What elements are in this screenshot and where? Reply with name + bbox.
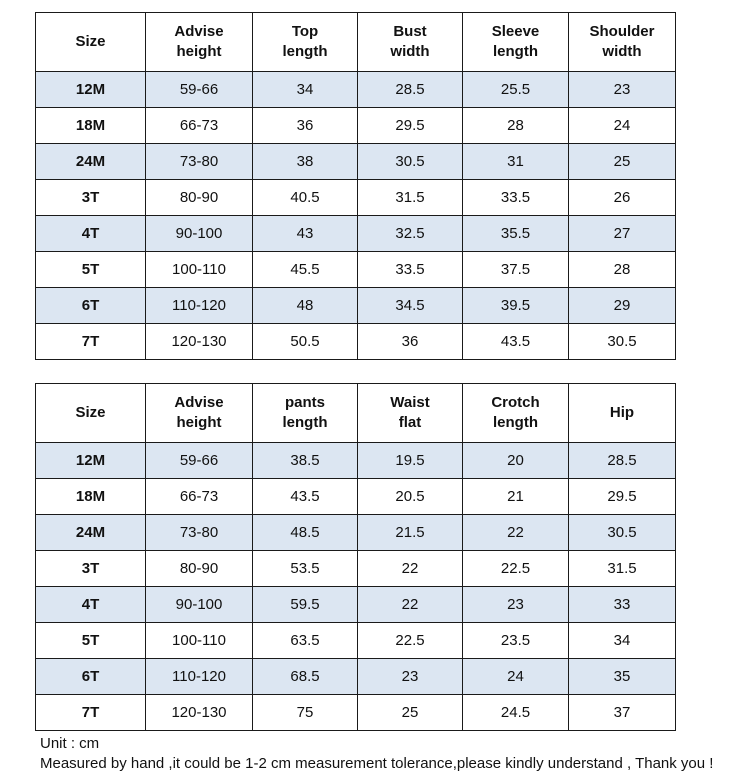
table-row	[36, 659, 676, 695]
value-cell: 38.5	[253, 443, 358, 479]
table-row	[36, 288, 676, 324]
value-cell: 37	[569, 695, 676, 731]
size-cell: 3T	[36, 551, 146, 587]
value-cell: 90-100	[146, 216, 253, 252]
value-cell: 22	[358, 551, 463, 587]
value-cell: 20.5	[358, 479, 463, 515]
value-cell: 28.5	[358, 72, 463, 108]
size-cell: 7T	[36, 324, 146, 360]
value-cell: 29	[569, 288, 676, 324]
column-header: Sleeve length	[463, 13, 569, 72]
value-cell: 90-100	[146, 587, 253, 623]
value-cell: 33	[569, 587, 676, 623]
size-cell: 6T	[36, 659, 146, 695]
table-header-row	[36, 13, 676, 72]
column-header: Hip	[569, 384, 676, 443]
size-cell: 6T	[36, 288, 146, 324]
table-row	[36, 144, 676, 180]
value-cell: 21.5	[358, 515, 463, 551]
column-header: Size	[36, 13, 146, 72]
value-cell: 39.5	[463, 288, 569, 324]
unit-note: Unit : cm	[40, 735, 100, 752]
value-cell: 24	[569, 108, 676, 144]
value-cell: 50.5	[253, 324, 358, 360]
top-size-table	[35, 12, 676, 360]
value-cell: 28	[463, 108, 569, 144]
size-cell: 18M	[36, 479, 146, 515]
size-cell: 18M	[36, 108, 146, 144]
value-cell: 68.5	[253, 659, 358, 695]
value-cell: 24	[463, 659, 569, 695]
value-cell: 28.5	[569, 443, 676, 479]
table-row	[36, 252, 676, 288]
value-cell: 22.5	[358, 623, 463, 659]
column-header: Shoulder width	[569, 13, 676, 72]
column-header: pants length	[253, 384, 358, 443]
table-row	[36, 180, 676, 216]
value-cell: 33.5	[358, 252, 463, 288]
value-cell: 30.5	[569, 324, 676, 360]
size-cell: 4T	[36, 216, 146, 252]
column-header: Size	[36, 384, 146, 443]
table-row	[36, 72, 676, 108]
value-cell: 48	[253, 288, 358, 324]
value-cell: 66-73	[146, 479, 253, 515]
measurement-disclaimer: Measured by hand ,it could be 1-2 cm measurement tolerance,please kindly understand , Thank you !	[40, 755, 714, 772]
value-cell: 36	[253, 108, 358, 144]
value-cell: 23	[569, 72, 676, 108]
table-row	[36, 216, 676, 252]
value-cell: 38	[253, 144, 358, 180]
value-cell: 80-90	[146, 180, 253, 216]
table-row	[36, 695, 676, 731]
value-cell: 25.5	[463, 72, 569, 108]
value-cell: 66-73	[146, 108, 253, 144]
column-header: Crotch length	[463, 384, 569, 443]
table-row	[36, 587, 676, 623]
table-row	[36, 479, 676, 515]
size-cell: 5T	[36, 252, 146, 288]
column-header: Advise height	[146, 384, 253, 443]
value-cell: 75	[253, 695, 358, 731]
value-cell: 24.5	[463, 695, 569, 731]
column-header: Waist flat	[358, 384, 463, 443]
table-row	[36, 443, 676, 479]
size-cell: 7T	[36, 695, 146, 731]
bottom-size-table	[35, 383, 676, 731]
value-cell: 100-110	[146, 623, 253, 659]
value-cell: 59-66	[146, 443, 253, 479]
value-cell: 29.5	[569, 479, 676, 515]
value-cell: 23	[463, 587, 569, 623]
value-cell: 110-120	[146, 288, 253, 324]
value-cell: 28	[569, 252, 676, 288]
value-cell: 29.5	[358, 108, 463, 144]
value-cell: 26	[569, 180, 676, 216]
column-header: Top length	[253, 13, 358, 72]
value-cell: 34	[253, 72, 358, 108]
value-cell: 43.5	[253, 479, 358, 515]
value-cell: 19.5	[358, 443, 463, 479]
value-cell: 36	[358, 324, 463, 360]
value-cell: 63.5	[253, 623, 358, 659]
value-cell: 34	[569, 623, 676, 659]
table-header-row	[36, 384, 676, 443]
value-cell: 20	[463, 443, 569, 479]
size-cell: 4T	[36, 587, 146, 623]
value-cell: 73-80	[146, 144, 253, 180]
value-cell: 22.5	[463, 551, 569, 587]
value-cell: 31	[463, 144, 569, 180]
value-cell: 25	[569, 144, 676, 180]
table-row	[36, 324, 676, 360]
column-header: Advise height	[146, 13, 253, 72]
value-cell: 30.5	[569, 515, 676, 551]
size-cell: 3T	[36, 180, 146, 216]
value-cell: 31.5	[569, 551, 676, 587]
column-header: Bust width	[358, 13, 463, 72]
value-cell: 73-80	[146, 515, 253, 551]
value-cell: 22	[463, 515, 569, 551]
value-cell: 23.5	[463, 623, 569, 659]
value-cell: 45.5	[253, 252, 358, 288]
value-cell: 59-66	[146, 72, 253, 108]
size-cell: 24M	[36, 144, 146, 180]
value-cell: 35	[569, 659, 676, 695]
top-table-body	[36, 72, 676, 360]
value-cell: 43.5	[463, 324, 569, 360]
value-cell: 53.5	[253, 551, 358, 587]
value-cell: 110-120	[146, 659, 253, 695]
table-row	[36, 551, 676, 587]
value-cell: 100-110	[146, 252, 253, 288]
value-cell: 35.5	[463, 216, 569, 252]
value-cell: 33.5	[463, 180, 569, 216]
value-cell: 120-130	[146, 695, 253, 731]
value-cell: 27	[569, 216, 676, 252]
value-cell: 31.5	[358, 180, 463, 216]
value-cell: 32.5	[358, 216, 463, 252]
value-cell: 21	[463, 479, 569, 515]
size-cell: 5T	[36, 623, 146, 659]
value-cell: 120-130	[146, 324, 253, 360]
value-cell: 43	[253, 216, 358, 252]
value-cell: 37.5	[463, 252, 569, 288]
size-cell: 24M	[36, 515, 146, 551]
table-row	[36, 108, 676, 144]
table-row	[36, 515, 676, 551]
size-cell: 12M	[36, 443, 146, 479]
value-cell: 80-90	[146, 551, 253, 587]
value-cell: 48.5	[253, 515, 358, 551]
value-cell: 40.5	[253, 180, 358, 216]
value-cell: 34.5	[358, 288, 463, 324]
bottom-table-body	[36, 443, 676, 731]
size-cell: 12M	[36, 72, 146, 108]
value-cell: 25	[358, 695, 463, 731]
value-cell: 23	[358, 659, 463, 695]
table-row	[36, 623, 676, 659]
value-cell: 30.5	[358, 144, 463, 180]
value-cell: 59.5	[253, 587, 358, 623]
value-cell: 22	[358, 587, 463, 623]
